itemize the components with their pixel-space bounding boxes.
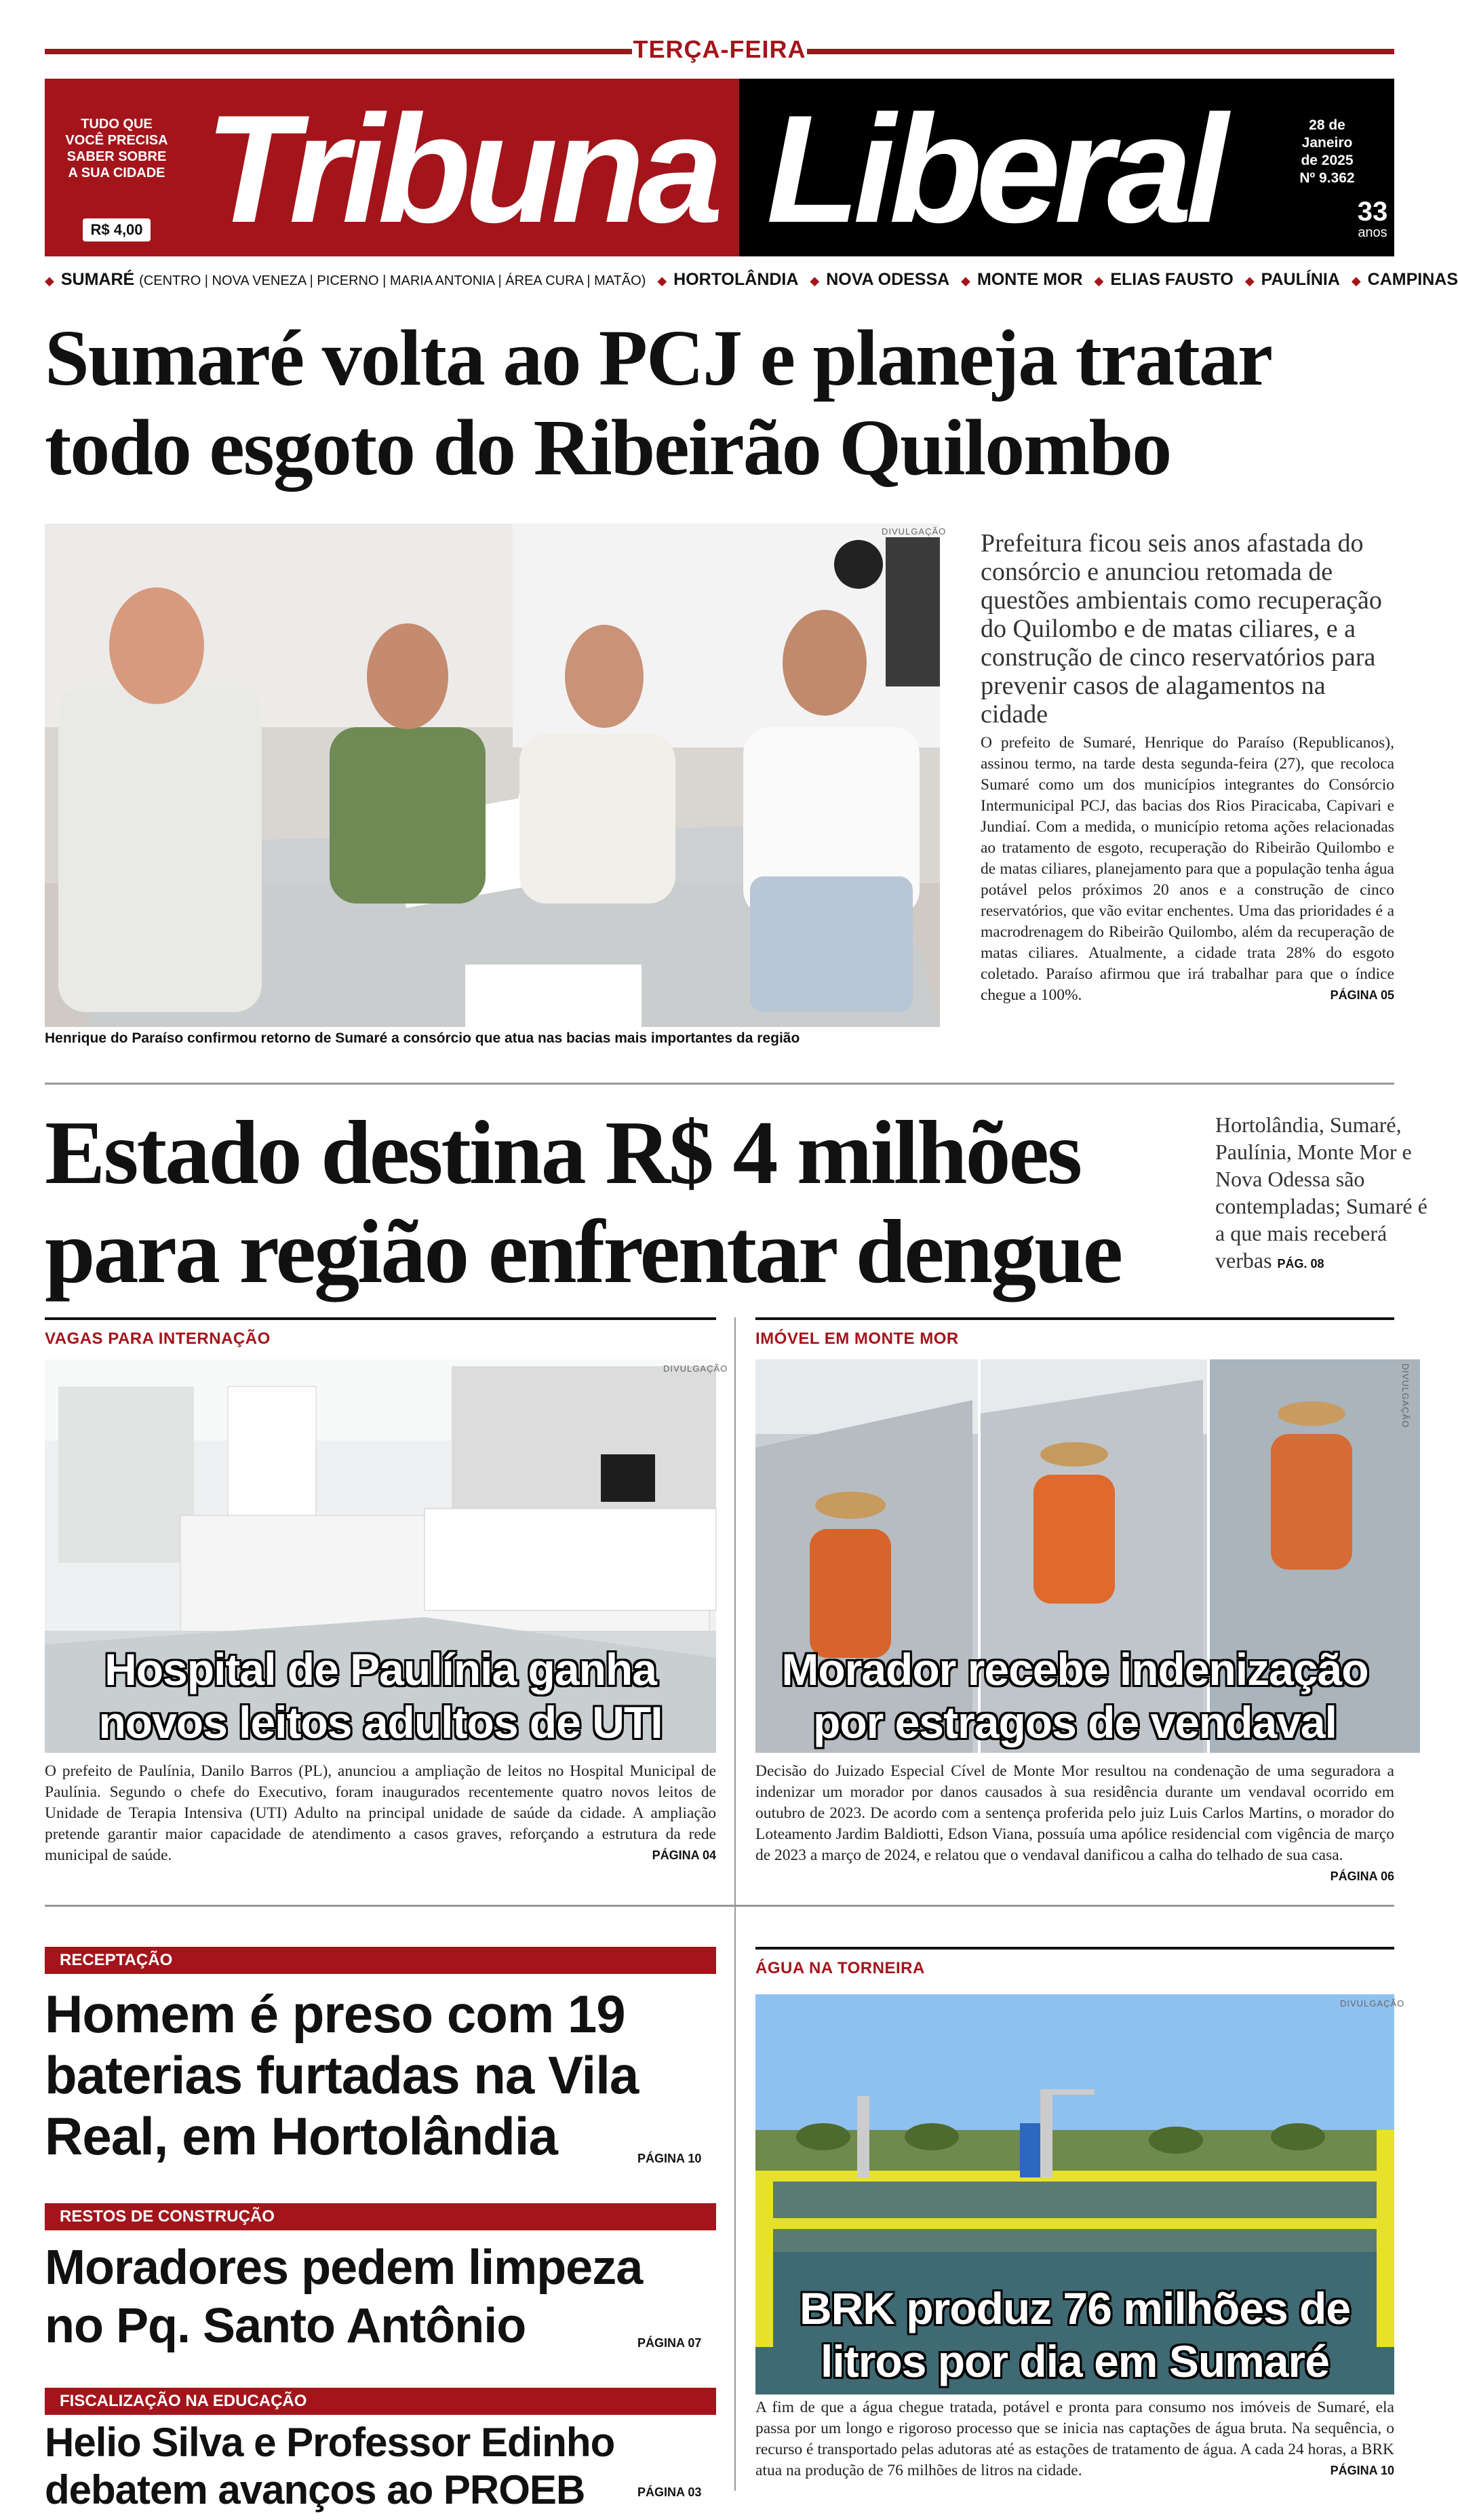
montemor-kicker: IMÓVEL EM MONTE MOR xyxy=(755,1330,959,1348)
section-rule xyxy=(755,1317,1394,1320)
city-main: SUMARÉ xyxy=(60,270,135,289)
brk-page-ref[interactable]: PÁGINA 10 xyxy=(1330,2464,1394,2477)
divider xyxy=(45,1083,1394,1085)
divider xyxy=(45,1905,1394,1907)
diamond-icon: ◆ xyxy=(1094,274,1104,288)
section-rule xyxy=(755,1947,1394,1950)
uti-body: O prefeito de Paulínia, Danilo Barros (PL), anunciou a ampliação de leitos no Hospital Municipal de Paulínia. Segundo o chefe do Executivo, foram inaugurados recentemente quatro novos leitos de Unidade de Terapia Intensiva (UTI) Adulto na principal unidade de saúde da cidade. A ampliação pretende garantir maior capacidade de atendimento a casos graves, reforçando a estrutura da rede municipal de saúde. PÁGINA 04 xyxy=(45,1761,716,1866)
lead-page-ref[interactable]: PÁGINA 05 xyxy=(1330,988,1394,1002)
day-rule-left xyxy=(45,49,632,54)
brief-headline[interactable]: Moradores pedem limpeza no Pq. Santo Antônio xyxy=(45,2241,643,2353)
anniversary-badge: 33 anos xyxy=(1357,197,1388,240)
dengue-page-ref[interactable]: PÁG. 08 xyxy=(1277,1257,1324,1271)
diamond-icon: ◆ xyxy=(1351,274,1361,288)
masthead-tagline: TUDO QUE VOCÊ PRECISA SABER SOBRE A SUA CIDADE xyxy=(65,117,168,180)
dengue-headline[interactable]: Estado destina R$ 4 milhões para região enfrentar dengue xyxy=(45,1102,1122,1302)
lead-deck: Prefeitura ficou seis anos afastada do consórcio e anunciou retomada de questões ambientais como recuperação do Quilombo e de matas ciliares, e a construção de cinco reservatórios para prevenir casos de alagamentos na cidade xyxy=(981,529,1382,729)
city-item: ELIAS FAUSTO xyxy=(1110,270,1234,289)
logo-tribuna: Tribuna xyxy=(205,83,717,254)
diamond-icon: ◆ xyxy=(657,274,667,288)
brk-body: A fim de que a água chegue tratada, potável e pronta para consumo nos imóveis de Sumaré, ela passa por um longo e rigoroso processo que se inicia nas captações de água bruta. Na sequência, o recurso é transportado pelas adutoras até as estações de tratamento de água. A cada 24 horas, a BRK atua na produção de 76 milhões de litros na cidade. PÁGINA 10 xyxy=(755,2397,1394,2481)
brief-kicker: FISCALIZAÇÃO NA EDUCAÇÃO xyxy=(45,2388,716,2415)
city-item: CAMPINAS xyxy=(1367,270,1458,289)
brief-page-ref[interactable]: PÁGINA 10 xyxy=(637,2152,702,2165)
uti-kicker: VAGAS PARA INTERNAÇÃO xyxy=(45,1330,271,1348)
brief-kicker: RECEPTAÇÃO xyxy=(45,1947,716,1974)
diamond-icon: ◆ xyxy=(961,274,971,288)
montemor-headline[interactable]: Morador recebe indenização por estragos de vendaval xyxy=(781,1644,1368,1747)
cities-bar xyxy=(45,266,1458,293)
brief-page-ref[interactable]: PÁGINA 07 xyxy=(637,2336,702,2350)
brief-headline[interactable]: Homem é preso com 19 baterias furtadas na Vila Real, em Hortolândia xyxy=(45,1984,639,2166)
brk-headline[interactable]: BRK produz 76 milhões de litros por dia em Sumaré xyxy=(799,2283,1351,2386)
brief-kicker: RESTOS DE CONSTRUÇÃO xyxy=(45,2203,716,2230)
weekday: TERÇA-FEIRA xyxy=(633,35,806,63)
uti-page-ref[interactable]: PÁGINA 04 xyxy=(652,1848,716,1862)
masthead xyxy=(45,79,1394,256)
lead-body: O prefeito de Sumaré, Henrique do Paraíso (Republicanos), assinou termo, na tarde desta segunda-feira (27), que recoloca Sumaré como um dos municípios integrantes do Consórcio Intermunicipal PCJ, das bacias dos Rios Piracicaba, Capivari e Jundiaí. Com a medida, o município retoma ações relacionadas ao tratamento de esgoto, recuperação do Ribeirão Quilombo e de matas ciliares, planejamento para que a população tenha água potável pelos próximos 20 anos e a construção de cinco reservatórios, que vão evitar enchentes. Uma das prioridades é a macrodrenagem do Ribeirão Quilombo, além da recuperação de matas ciliares. Atualmente, a cidade trata 28% do esgoto coletado. Paraíso afirmou que irá trabalhar para que o índice chegue a 100%. PÁGINA 05 xyxy=(981,733,1394,1006)
diamond-icon: ◆ xyxy=(1244,274,1255,288)
meeting-photo-illustration xyxy=(45,524,940,1027)
price-badge: R$ 4,00 xyxy=(83,218,151,241)
lead-headline[interactable]: Sumaré volta ao PCJ e planeja tratar todo esgoto do Ribeirão Quilombo xyxy=(45,313,1272,492)
lead-photo[interactable] xyxy=(45,524,940,1027)
day-rule-right xyxy=(807,49,1394,54)
brk-kicker: ÁGUA NA TORNEIRA xyxy=(755,1959,925,1977)
montemor-photo-credit: DIVULGAÇÃO xyxy=(1400,1363,1411,1429)
city-districts: (CENTRO | NOVA VENEZA | PICERNO | MARIA ANTONIA | ÁREA CURA | MATÃO) xyxy=(139,273,646,288)
dengue-deck: Hortolândia, Sumaré, Paulínia, Monte Mor e Nova Odessa são contempladas; Sumaré é a que mais receberá verbas PÁG. 08 xyxy=(1215,1112,1427,1273)
uti-headline[interactable]: Hospital de Paulínia ganha novos leitos adultos de UTI xyxy=(98,1644,663,1747)
city-item: NOVA ODESSA xyxy=(826,270,950,289)
city-item: PAULÍNIA xyxy=(1261,270,1340,289)
brk-photo-credit: DIVULGAÇÃO xyxy=(1340,1998,1405,2009)
brief-headline[interactable]: Helio Silva e Professor Edinho debatem avanços ao PROEB xyxy=(45,2420,615,2513)
column-divider xyxy=(734,1317,736,2491)
section-rule xyxy=(45,1317,716,1320)
lead-photo-credit: DIVULGAÇÃO xyxy=(882,526,947,537)
brief-page-ref[interactable]: PÁGINA 03 xyxy=(637,2485,702,2499)
city-item: HORTOLÂNDIA xyxy=(673,270,799,289)
uti-photo-credit: DIVULGAÇÃO xyxy=(663,1363,728,1374)
montemor-body: Decisão do Juizado Especial Cível de Monte Mor resultou na condenação de uma seguradora a indenizar um morador por danos causados à sua residência durante um vendaval ocorrido em outubro de 2023. De acordo com a sentença proferida pelo juiz Luis Carlos Martins, o morador do Loteamento Jardim Baldiotti, Edson Viana, possuía uma apólice residencial com vigência de março de 2023 a março de 2024, e relatou que o vendaval danificou a calha do telhado de sua casa. PÁGINA 06 xyxy=(755,1761,1394,1887)
edition-date: 28 de Janeiro de 2025 Nº 9.362 xyxy=(1299,117,1355,186)
lead-caption: Henrique do Paraíso confirmou retorno de Sumaré a consórcio que atua nas bacias mais importantes da região xyxy=(45,1030,800,1046)
diamond-icon: ◆ xyxy=(45,274,54,288)
city-item: MONTE MOR xyxy=(977,270,1083,289)
logo-liberal: Liberal xyxy=(766,83,1222,254)
montemor-page-ref[interactable]: PÁGINA 06 xyxy=(1330,1869,1394,1883)
diamond-icon: ◆ xyxy=(810,274,820,288)
